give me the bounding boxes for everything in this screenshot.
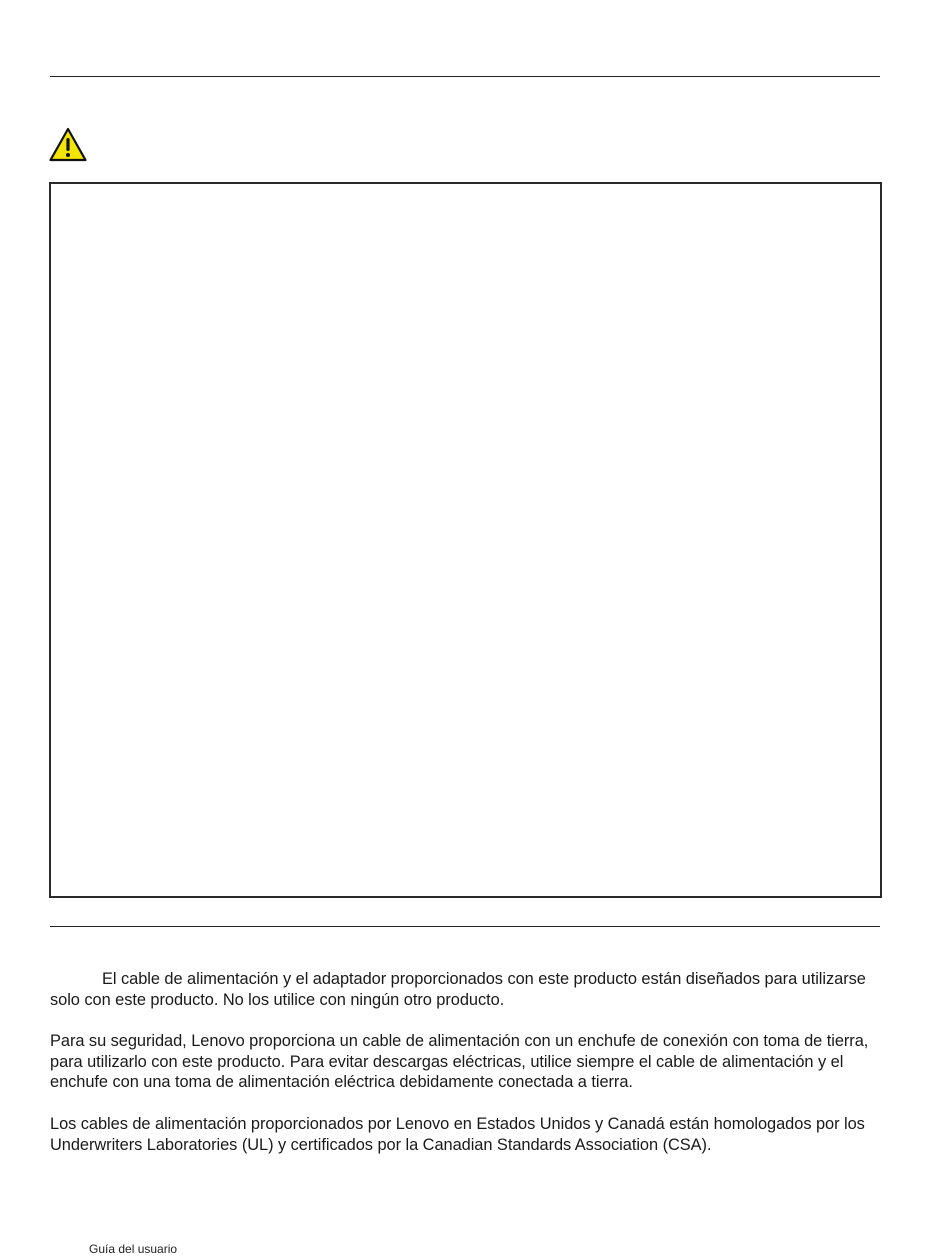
top-divider [50, 76, 880, 77]
paragraph-certification: Los cables de alimentación proporcionados por Lenovo en Estados Unidos y Canadá están homologados por los Underwriters Laboratories (UL) y certificados por la Canadian Standards Association (CSA). [50, 1115, 865, 1154]
paragraph-power-cord-usage: El cable de alimentación y el adaptador proporcionados con este producto están diseñados para utilizarse solo con este producto. No los utilice con ningún otro producto. [50, 970, 866, 1009]
illustration-frame [49, 182, 882, 898]
paragraph-grounded-plug: Para su seguridad, Lenovo proporciona un cable de alimentación con un enchufe de conexión con toma de tierra, para utilizarlo con este producto. Para evitar descargas eléctricas, utilice siempre el cable de alimentación y el enchufe con una toma de alimentación eléctrica debidamente conectada a tierra. [50, 1032, 869, 1092]
warning-triangle-icon [49, 127, 87, 162]
footer-document-title: Guía del usuario [89, 1242, 178, 1256]
bottom-divider [50, 926, 880, 927]
